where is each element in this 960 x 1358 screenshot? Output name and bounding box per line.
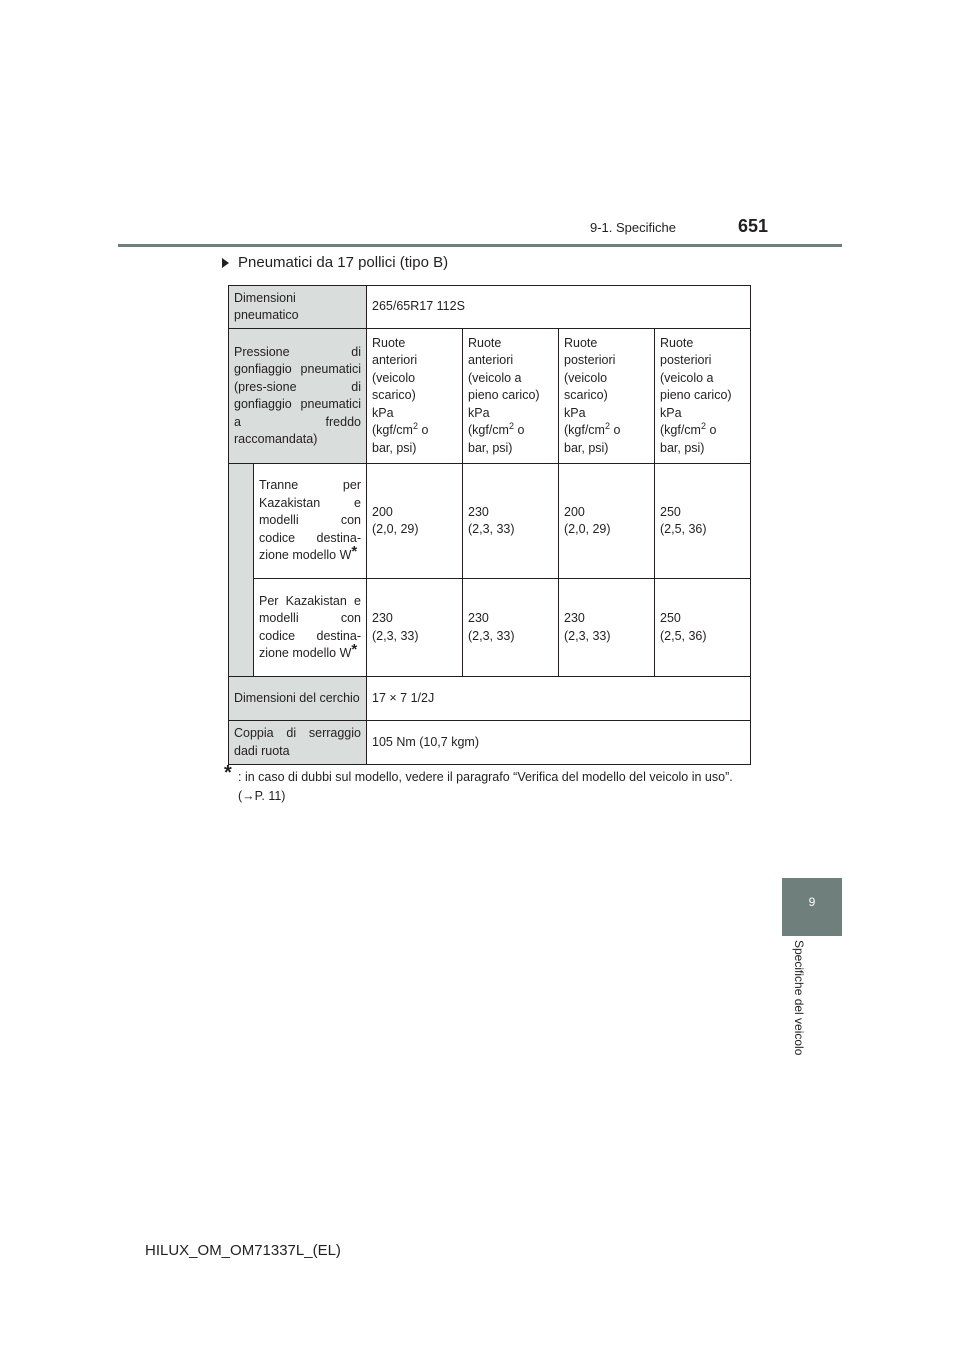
column-header: Ruote anteriori (veicolo scarico) kPa ($kgf/cm^2$ o bar, psi): [367, 329, 463, 464]
chapter-tab: 9: [782, 878, 842, 936]
rim-size-value: 17 × 7 1/2J: [367, 677, 751, 721]
torque-label: Coppia di serraggio dadi ruota: [229, 721, 367, 765]
pressure-value: 230 (2,3, 33): [367, 579, 463, 677]
page-number: 651: [738, 216, 769, 236]
row-label-kazakhstan: Per Kazakistan e modelli con codice destina-zione modello W*: [254, 579, 367, 677]
footnote: [224, 762, 750, 806]
column-header: Ruote posteriori (veicolo scarico) kPa ($kgf/cm^2$ o bar, psi): [559, 329, 655, 464]
document-code: HILUX_OM_OM71337L_(EL): [145, 1242, 341, 1259]
header-divider: [118, 244, 842, 247]
pressure-value: 230 (2,3, 33): [463, 464, 559, 579]
tire-size-value: 265/65R17 112S: [367, 286, 751, 329]
table-row: [229, 677, 751, 721]
pressure-value: 200 (2,0, 29): [559, 464, 655, 579]
table-row: [229, 286, 751, 329]
section-heading-text: Pneumatici da 17 pollici (tipo B): [238, 254, 449, 271]
footnote-star: *: [224, 762, 232, 784]
table-row: [229, 579, 751, 677]
chapter-label: [788, 940, 812, 1070]
chapter-label-text: Specifiche del veicolo: [792, 940, 806, 1056]
bullet-triangle-icon: [222, 258, 229, 268]
column-header: Ruote posteriori (veicolo a pieno carico) kPa ($kgf/cm^2$ o bar, psi): [655, 329, 751, 464]
torque-value: 105 Nm (10,7 kgm): [367, 721, 751, 765]
footnote-text: : in caso di dubbi sul modello, vedere il paragrafo “Verifica del modello del veicolo in uso”. (→P. 11): [238, 770, 733, 803]
pressure-value: 250 (2,5, 36): [655, 464, 751, 579]
table-row: [229, 329, 751, 464]
pressure-value: 230 (2,3, 33): [463, 579, 559, 677]
table-row: [229, 464, 751, 579]
running-header-section: 9-1. Specifiche: [590, 220, 676, 235]
column-header: Ruote anteriori (veicolo a pieno carico) kPa ($kgf/cm^2$ o bar, psi): [463, 329, 559, 464]
section-heading: [222, 254, 448, 271]
tire-size-label: Dimensioni pneumatico: [229, 286, 367, 329]
table-row: [229, 721, 751, 765]
pressure-value: 250 (2,5, 36): [655, 579, 751, 677]
pressure-value: 230 (2,3, 33): [559, 579, 655, 677]
pressure-label-indent: [229, 464, 254, 677]
tire-spec-table: [228, 285, 751, 765]
rim-size-label: Dimensioni del cerchio: [229, 677, 367, 721]
pressure-value: 200 (2,0, 29): [367, 464, 463, 579]
row-label-except-kazakhstan: Tranne per Kazakistan e modelli con codice destina-zione modello W*: [254, 464, 367, 579]
pressure-label: Pressione di gonfiaggio pneumatici (pres-sione di gonfiaggio pneumatici a freddo raccomandata): [229, 329, 367, 464]
